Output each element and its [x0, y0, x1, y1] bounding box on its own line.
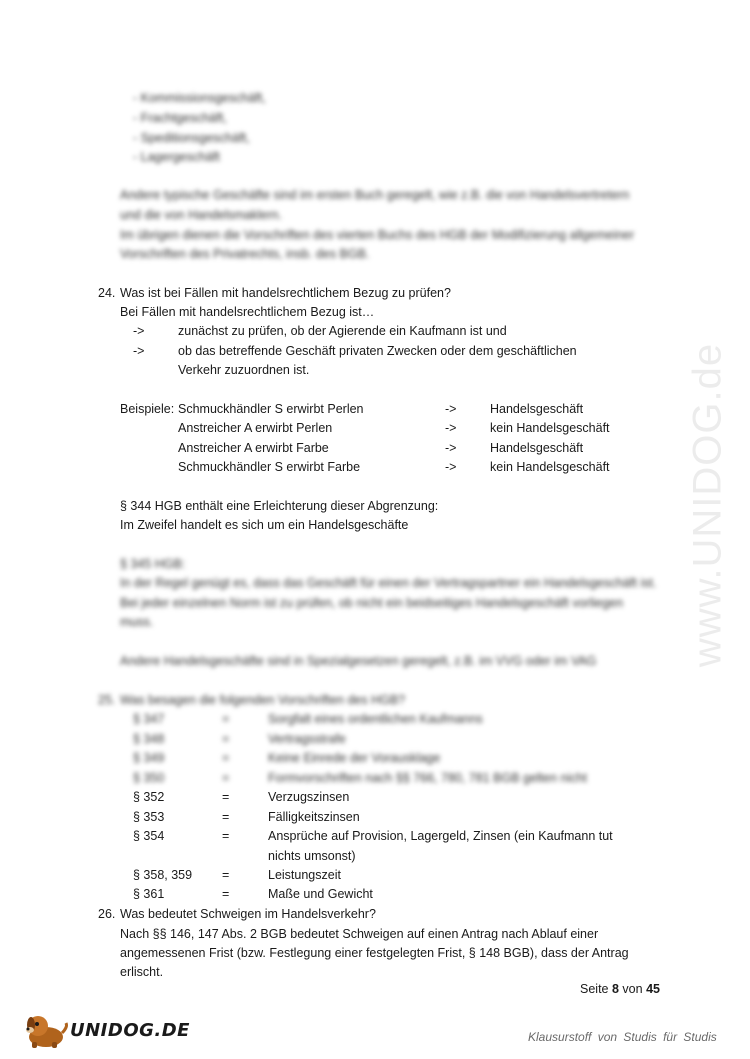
answer-text: erlischt. [120, 965, 164, 979]
blurred-paragraph: und die von Handelsmaklern. [120, 208, 282, 222]
question-number: 24. [98, 286, 116, 300]
note: Im Zweifel handelt es sich um ein Handelsgeschäfte [120, 518, 409, 532]
question-25-title: Was besagen die folgenden Vorschriften des HGB? [120, 693, 406, 707]
paragraph-desc: Ansprüche auf Provision, Lagergeld, Zinsen (ein Kaufmann tut [268, 829, 613, 843]
blurred-paragraph: Vorschriften des Privatrechts, insb. des BGB. [120, 247, 370, 261]
example-arrow: -> [445, 421, 457, 435]
blurred-heading: § 345 HGB: [120, 557, 186, 571]
example-text: Schmuckhändler S erwirbt Perlen [178, 402, 364, 416]
logo-text: UNIDOG.DE [70, 1020, 190, 1041]
example-result: kein Handelsgeschäft [490, 421, 610, 435]
paragraph-ref: § 350 [133, 771, 165, 785]
paragraph-ref: § 348 [133, 732, 165, 746]
footer-slogan: Klausurstoff von Studis für Studis [528, 1030, 717, 1044]
example-text: Schmuckhändler S erwirbt Farbe [178, 460, 361, 474]
paragraph-ref: § 349 [133, 751, 165, 765]
examples-label: Beispiele: [120, 402, 175, 416]
paragraph-desc: Leistungszeit [268, 868, 341, 882]
paragraph-desc: Maße und Gewicht [268, 887, 373, 901]
answer-point: zunächst zu prüfen, ob der Agierende ein Kaufmann ist und [178, 324, 507, 338]
page-of: von [622, 982, 643, 996]
example-result: Handelsgeschäft [490, 441, 584, 455]
equals-sign: = [222, 810, 230, 824]
blurred-list-item: - Speditionsgeschäft, [133, 131, 250, 145]
page-prefix: Seite [580, 982, 609, 996]
answer-text: Nach §§ 146, 147 Abs. 2 BGB bedeutet Schweigen auf einen Antrag nach Ablauf einer [120, 927, 599, 941]
paragraph-desc: Keine Einrede der Vorausklage [268, 751, 441, 765]
paragraph-desc: Sorgfalt eines ordentlichen Kaufmanns [268, 712, 483, 726]
page-current: 8 [611, 982, 619, 996]
paragraph-ref: § 347 [133, 712, 165, 726]
equals-sign: = [222, 887, 230, 901]
answer-point: ob das betreffende Geschäft privaten Zwecken oder dem geschäftlichen [178, 344, 577, 358]
page-number [580, 982, 660, 996]
paragraph-ref: § 361 [133, 887, 165, 901]
equals-sign: = [222, 732, 230, 746]
blurred-paragraph: Im übrigen dienen die Vorschriften des vierten Buchs des HGB der Modifizierung allgemeiner [120, 228, 635, 242]
paragraph-ref: § 352 [133, 790, 165, 804]
blurred-list-item: - Kommissionsgeschäft, [133, 91, 266, 105]
question-24-title: Was ist bei Fällen mit handelsrechtlichem Bezug zu prüfen? [120, 286, 451, 300]
blurred-paragraph: Andere Handelsgeschäfte sind in Spezialgesetzen geregelt, z.B. im VVG oder im VAG [120, 654, 597, 668]
example-arrow: -> [445, 402, 457, 416]
answer-text: angemessenen Frist (bzw. Festlegung einer festgelegten Frist, § 148 BGB), dass der Antrag [120, 946, 629, 960]
arrow: -> [133, 324, 145, 338]
equals-sign: = [222, 790, 230, 804]
equals-sign: = [222, 829, 230, 843]
question-number: 25. [98, 693, 116, 707]
answer-intro: Bei Fällen mit handelsrechtlichem Bezug ist… [120, 305, 375, 319]
paragraph-ref: § 354 [133, 829, 165, 843]
paragraph-desc: Vertragsstrafe [268, 732, 346, 746]
paragraph-desc: Fälligkeitszinsen [268, 810, 360, 824]
example-text: Anstreicher A erwirbt Farbe [178, 441, 329, 455]
example-result: Handelsgeschäft [490, 402, 584, 416]
paragraph-desc: Formvorschriften nach §§ 766, 780, 781 BGB gelten nicht [268, 771, 587, 785]
paragraph-ref: § 353 [133, 810, 165, 824]
example-result: kein Handelsgeschäft [490, 460, 610, 474]
blurred-paragraph: In der Regel genügt es, dass das Geschäft für einen der Vertragspartner ein Handelsgeschäft ist. [120, 576, 657, 590]
paragraph-desc-continued: nichts umsonst) [268, 849, 356, 863]
example-arrow: -> [445, 460, 457, 474]
question-number: 26. [98, 907, 116, 921]
example-text: Anstreicher A erwirbt Perlen [178, 421, 333, 435]
arrow: -> [133, 344, 145, 358]
blurred-paragraph: Bei jeder einzelnen Norm ist zu prüfen, ob nicht ein beidseitiges Handelsgeschäft vorliegen [120, 596, 624, 610]
paragraph-desc: Verzugszinsen [268, 790, 350, 804]
dog-icon [22, 1013, 70, 1049]
watermark: www.UNIDOG.de [685, 342, 730, 668]
unidog-logo [22, 1013, 190, 1049]
equals-sign: = [222, 868, 230, 882]
paragraph-ref: § 358, 359 [133, 868, 193, 882]
equals-sign: = [222, 771, 230, 785]
equals-sign: = [222, 751, 230, 765]
question-26-title: Was bedeutet Schweigen im Handelsverkehr? [120, 907, 376, 921]
equals-sign: = [222, 712, 230, 726]
blurred-list-item: - Lagergeschäft [133, 150, 220, 164]
blurred-paragraph: Andere typische Geschäfte sind im ersten Buch geregelt, wie z.B. die von Handelsvertretern [120, 188, 630, 202]
page-total: 45 [646, 982, 660, 996]
blurred-paragraph: muss. [120, 615, 154, 629]
example-arrow: -> [445, 441, 457, 455]
note: § 344 HGB enthält eine Erleichterung dieser Abgrenzung: [120, 499, 439, 513]
blurred-list-item: - Frachtgeschäft, [133, 111, 227, 125]
answer-point-continued: Verkehr zuzuordnen ist. [178, 363, 310, 377]
